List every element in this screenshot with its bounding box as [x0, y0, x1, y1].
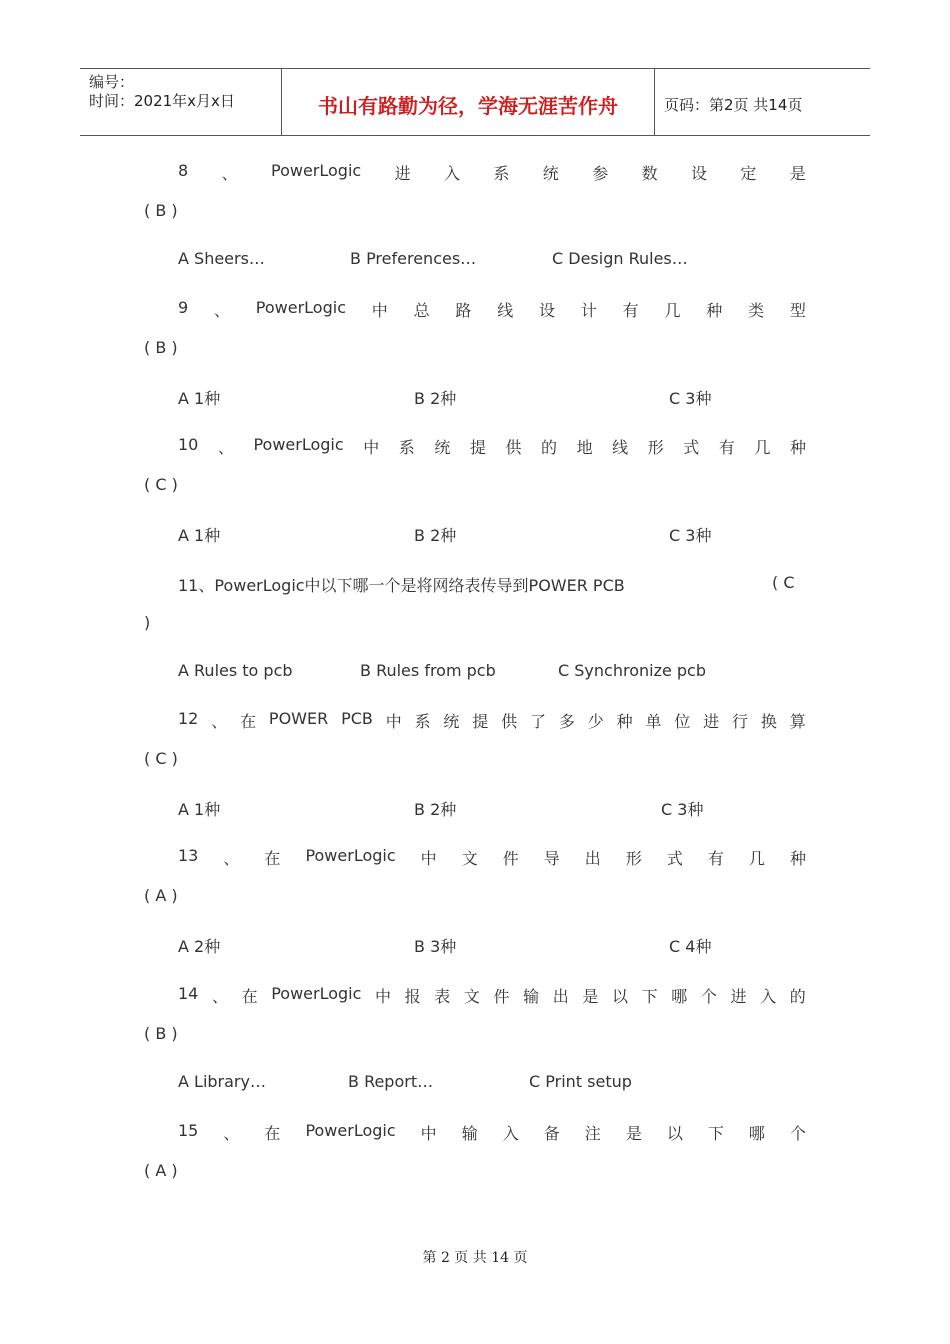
- question-8-option-a: A Sheers…: [178, 249, 265, 268]
- question-token: 文: [463, 987, 480, 1006]
- question-token: 输: [461, 1124, 478, 1143]
- question-token: 个: [789, 1124, 806, 1143]
- question-13-answer: ( A ): [144, 886, 178, 905]
- question-token: 种: [789, 849, 806, 868]
- question-10-option-c: C 3种: [669, 526, 712, 545]
- question-10-answer: ( C ): [144, 475, 178, 494]
- question-token: 14: [178, 984, 199, 1003]
- header-page-label: 页码：第2页 共14页: [664, 96, 803, 114]
- question-9-option-c: C 3种: [669, 389, 712, 408]
- question-token: 线: [612, 438, 629, 457]
- question-15-answer: ( A ): [144, 1161, 178, 1180]
- question-13-option-b: B 3种: [414, 937, 457, 956]
- question-12-option-c: C 3种: [661, 800, 704, 819]
- question-14-option-c: C Print setup: [529, 1072, 632, 1091]
- question-token: 在: [264, 1124, 281, 1143]
- question-token: 种: [706, 301, 723, 320]
- question-token: 计: [580, 301, 597, 320]
- question-token: PowerLogic: [271, 984, 362, 1003]
- question-token: PowerLogic: [270, 161, 362, 180]
- question-token: 中: [371, 301, 388, 320]
- question-14-answer: ( B ): [144, 1024, 178, 1043]
- question-token: 入: [760, 987, 777, 1006]
- question-token: 件: [493, 987, 510, 1006]
- question-token: 系: [414, 712, 431, 731]
- question-token: 式: [666, 849, 683, 868]
- question-9-option-b: B 2种: [414, 389, 457, 408]
- question-token: 参: [592, 164, 609, 183]
- question-12: [178, 709, 806, 732]
- question-12-option-a: A 1种: [178, 800, 221, 819]
- question-token: 个: [700, 987, 717, 1006]
- question-11-option-b: B Rules from pcb: [360, 661, 496, 680]
- question-14-option-a: A Library…: [178, 1072, 266, 1091]
- question-token: PowerLogic: [253, 435, 344, 454]
- question-token: 8: [178, 161, 189, 180]
- question-token: 几: [754, 438, 771, 457]
- question-token: 表: [434, 987, 451, 1006]
- question-token: 、: [223, 849, 240, 868]
- question-token: 种: [616, 712, 633, 731]
- question-token: 提: [469, 438, 486, 457]
- question-token: 类: [748, 301, 765, 320]
- question-token: 数: [641, 164, 658, 183]
- question-token: 少: [587, 712, 604, 731]
- question-10-option-a: A 1种: [178, 526, 221, 545]
- question-token: 统: [542, 164, 559, 183]
- question-token: 换: [760, 712, 777, 731]
- question-token: 提: [472, 712, 489, 731]
- question-token: 进: [394, 164, 411, 183]
- question-token: 、: [223, 1124, 240, 1143]
- question-8-option-b: B Preferences…: [350, 249, 477, 268]
- question-token: 行: [732, 712, 749, 731]
- question-token: 、: [217, 438, 234, 457]
- question-token: 算: [789, 712, 806, 731]
- question-11-option-c: C Synchronize pcb: [558, 661, 706, 680]
- question-token: 、: [211, 712, 228, 731]
- question-token: 定: [740, 164, 757, 183]
- question-token: 中: [420, 849, 437, 868]
- question-token: 是: [625, 1124, 642, 1143]
- question-token: PowerLogic: [305, 846, 396, 865]
- question-token: 哪: [748, 1124, 765, 1143]
- question-token: 入: [502, 1124, 519, 1143]
- question-11-answer-open: ( C: [772, 573, 795, 592]
- question-token: 、: [221, 164, 238, 183]
- question-token: 设: [691, 164, 708, 183]
- question-token: 入: [443, 164, 460, 183]
- question-10: [178, 435, 806, 458]
- question-12-option-b: B 2种: [414, 800, 457, 819]
- question-12-answer: ( C ): [144, 749, 178, 768]
- question-token: 12: [178, 709, 199, 728]
- question-token: 形: [625, 849, 642, 868]
- question-8: [178, 161, 806, 184]
- question-token: 统: [434, 438, 451, 457]
- question-token: 有: [718, 438, 735, 457]
- question-11: 11、PowerLogic中以下哪一个是将网络表传导到POWER PCB: [178, 576, 625, 595]
- question-token: 地: [576, 438, 593, 457]
- question-token: 了: [530, 712, 547, 731]
- question-token: 种: [789, 438, 806, 457]
- header-bottom-rule: [80, 135, 870, 136]
- question-14: [178, 984, 806, 1007]
- question-token: 、: [211, 987, 228, 1006]
- question-9-option-a: A 1种: [178, 389, 221, 408]
- question-11-answer-close: ): [144, 613, 151, 632]
- header-number-label: 编号：: [89, 73, 135, 91]
- header-time-label: 时间：2021年x月x日: [89, 92, 235, 110]
- question-token: 中: [363, 438, 380, 457]
- question-token: 供: [501, 712, 518, 731]
- question-token: 中: [375, 987, 392, 1006]
- header-top-rule: [80, 68, 870, 69]
- question-token: 设: [539, 301, 556, 320]
- question-token: 出: [584, 849, 601, 868]
- question-token: 注: [584, 1124, 601, 1143]
- question-token: POWER: [268, 709, 329, 728]
- question-token: 路: [455, 301, 472, 320]
- question-8-option-c: C Design Rules…: [552, 249, 688, 268]
- question-14-option-b: B Report…: [348, 1072, 434, 1091]
- question-token: 是: [789, 164, 806, 183]
- question-token: 形: [647, 438, 664, 457]
- question-token: PowerLogic: [305, 1121, 396, 1140]
- question-token: 以: [666, 1124, 683, 1143]
- question-10-option-b: B 2种: [414, 526, 457, 545]
- question-token: 报: [404, 987, 421, 1006]
- question-token: 进: [703, 712, 720, 731]
- question-token: 总: [413, 301, 430, 320]
- question-token: 文: [461, 849, 478, 868]
- question-11-option-a: A Rules to pcb: [178, 661, 293, 680]
- question-token: 的: [789, 987, 806, 1006]
- question-token: 进: [730, 987, 747, 1006]
- question-13-option-a: A 2种: [178, 937, 221, 956]
- question-token: 件: [502, 849, 519, 868]
- question-8-answer: ( B ): [144, 201, 178, 220]
- question-token: 13: [178, 846, 199, 865]
- question-token: 10: [178, 435, 199, 454]
- question-token: 系: [493, 164, 510, 183]
- question-token: 下: [641, 987, 658, 1006]
- question-token: 、: [213, 301, 230, 320]
- question-token: 位: [674, 712, 691, 731]
- question-token: 9: [178, 298, 189, 317]
- question-token: 单: [645, 712, 662, 731]
- question-13: [178, 846, 806, 869]
- question-9-answer: ( B ): [144, 338, 178, 357]
- header-divider-right: [654, 68, 655, 136]
- question-token: 几: [664, 301, 681, 320]
- question-token: 下: [707, 1124, 724, 1143]
- question-token: 统: [443, 712, 460, 731]
- question-token: PCB: [341, 709, 373, 728]
- question-token: 出: [552, 987, 569, 1006]
- question-token: 在: [240, 712, 257, 731]
- question-token: 多: [558, 712, 575, 731]
- question-token: 在: [241, 987, 258, 1006]
- question-token: 中: [385, 712, 402, 731]
- question-token: 哪: [671, 987, 688, 1006]
- question-token: 系: [398, 438, 415, 457]
- question-token: 型: [789, 301, 806, 320]
- question-token: 是: [582, 987, 599, 1006]
- question-token: 在: [264, 849, 281, 868]
- question-token: 式: [683, 438, 700, 457]
- question-token: 以: [612, 987, 629, 1006]
- question-token: 的: [541, 438, 558, 457]
- question-15: [178, 1121, 806, 1144]
- question-token: 输: [523, 987, 540, 1006]
- question-13-option-c: C 4种: [669, 937, 712, 956]
- page-footer: 第 2 页 共 14 页: [422, 1250, 528, 1266]
- question-token: PowerLogic: [255, 298, 346, 317]
- question-9: [178, 298, 806, 321]
- question-token: 15: [178, 1121, 199, 1140]
- question-token: 导: [543, 849, 560, 868]
- question-token: 中: [420, 1124, 437, 1143]
- question-token: 供: [505, 438, 522, 457]
- question-token: 有: [622, 301, 639, 320]
- question-token: 有: [707, 849, 724, 868]
- question-token: 几: [748, 849, 765, 868]
- question-token: 线: [497, 301, 514, 320]
- question-token: 备: [543, 1124, 560, 1143]
- header-slogan: 书山有路勤为径，学海无涯苦作舟: [318, 94, 618, 118]
